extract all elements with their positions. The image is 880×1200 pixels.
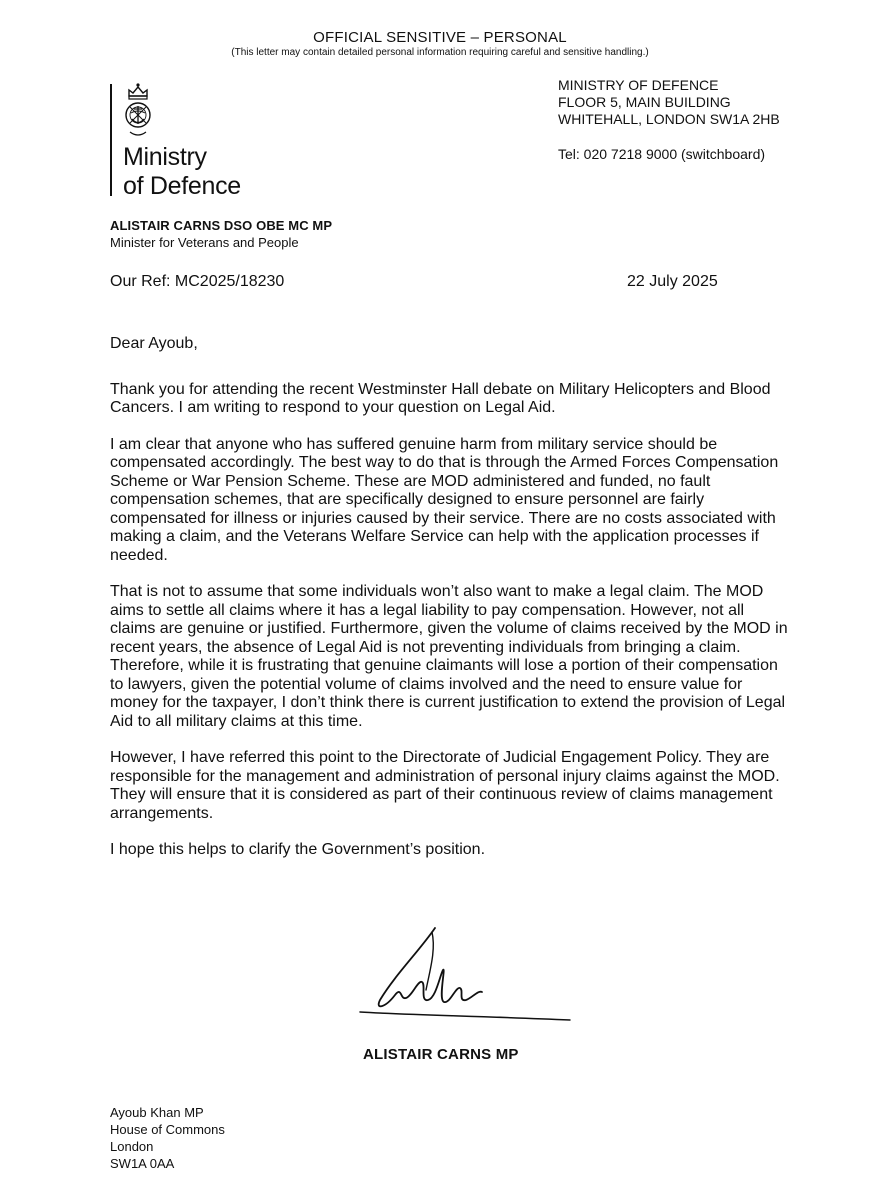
minister-title: Minister for Veterans and People	[110, 235, 299, 250]
logo-name-line1: Ministry	[123, 143, 207, 171]
recipient-line4: SW1A 0AA	[110, 1156, 175, 1171]
paragraph: However, I have referred this point to the Directorate of Judicial Engagement Policy. They are responsible for the management and administration of personal injury claims against the MOD. They will ensure that it is considered as part of their continuous review of claims management arrangements.	[110, 749, 780, 822]
reference: Our Ref: MC2025/18230	[110, 273, 285, 290]
handwritten-signature-icon	[340, 920, 580, 1035]
recipient-address	[110, 1104, 225, 1172]
logo-rule	[110, 84, 112, 196]
logo-name-line2: of Defence	[123, 172, 241, 200]
telephone: Tel: 020 7218 9000 (switchboard)	[558, 146, 766, 162]
paragraph: Thank you for attending the recent Westminster Hall debate on Military Helicopters and Blood Cancers. I am writing to respond to your question on Legal Aid.	[110, 380, 771, 416]
sender-address	[558, 77, 780, 128]
classification-note: (This letter may contain detailed personal information requiring careful and sensitive handling.)	[231, 47, 649, 58]
letter-body	[110, 335, 790, 878]
address-line3: WHITEHALL, LONDON SW1A 2HB	[558, 111, 780, 127]
paragraph: That is not to assume that some individuals won’t also want to make a legal claim. The MOD aims to settle all claims where it has a legal liability to pay compensation. However, not all claims are genuine or justified. Furthermore, given the volume of claims received by the MOD in recent years, the absence of Legal Aid is not preventing individuals from bringing a claim. Therefore, while it is frustrating that genuine claimants will lose a portion of their compensation to lawyers, given the potential volume of claims involved and the need to ensure value for money for the taxpayer, I don’t think there is current justification to extend the provision of Legal Aid to all military claims at this time.	[110, 583, 788, 730]
paragraph: I hope this helps to clarify the Government’s position.	[110, 841, 486, 858]
minister-name: ALISTAIR CARNS DSO OBE MC MP	[110, 218, 333, 233]
recipient-line2: House of Commons	[110, 1122, 225, 1137]
signatory-name: ALISTAIR CARNS MP	[363, 1046, 519, 1063]
logo-wordmark	[123, 143, 241, 201]
recipient-line3: London	[110, 1139, 154, 1154]
recipient-line1: Ayoub Khan MP	[110, 1105, 204, 1120]
salutation: Dear Ayoub,	[110, 335, 198, 352]
address-line2: FLOOR 5, MAIN BUILDING	[558, 94, 731, 110]
address-line1: MINISTRY OF DEFENCE	[558, 77, 719, 93]
classification-title: OFFICIAL SENSITIVE – PERSONAL	[313, 29, 567, 46]
paragraph: I am clear that anyone who has suffered genuine harm from military service should be compensated accordingly. The best way to do that is through the Armed Forces Compensation Scheme or War Pension Scheme. These are MOD administered and funded, no fault compensation schemes, that are specifically designed to ensure personnel are fairly compensated for illness or injuries caused by their service. There are no costs associated with making a claim, and the Veterans Welfare Service can help with the application processes if needed.	[110, 435, 779, 564]
letter-date: 22 July 2025	[627, 273, 718, 290]
royal-crest-icon	[121, 82, 155, 140]
